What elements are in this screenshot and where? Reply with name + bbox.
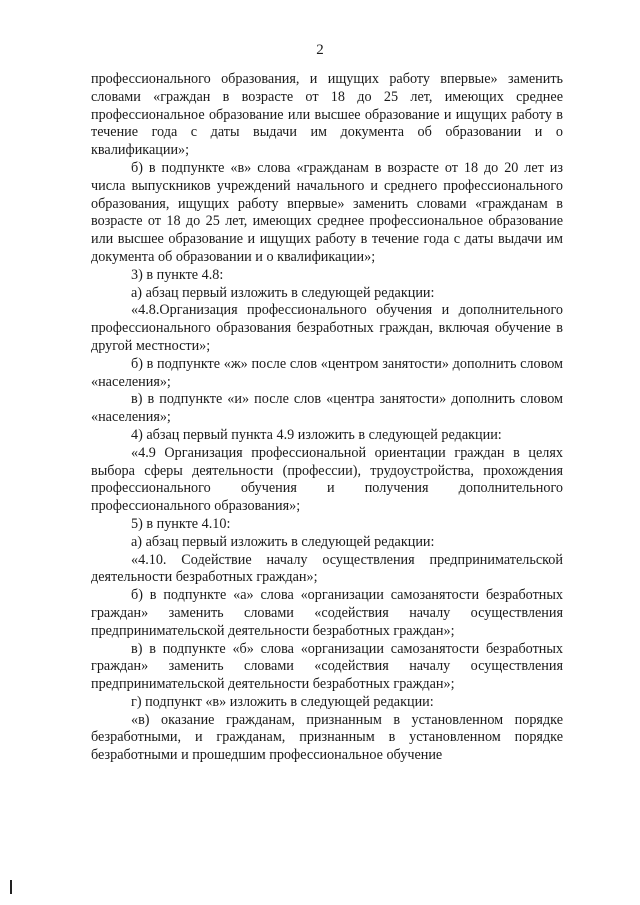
document-body — [91, 71, 563, 765]
paragraph-quote-4-8: «4.8.Организация профессионального обучения и дополнительного профессионального образования безработных граждан, включая обучение в другой местности»; — [91, 302, 563, 354]
paragraph-item-3: 3) в пункте 4.8: — [131, 266, 224, 283]
paragraph-item-3-a: а) абзац первый изложить в следующей редакции: — [131, 284, 435, 301]
paragraph-item-4: 4) абзац первый пункта 4.9 изложить в следующей редакции: — [131, 426, 502, 443]
paragraph-item-3-b: б) в подпункте «ж» после слов «центром занятости» дополнить словом «населения»; — [91, 355, 563, 390]
paragraph-item-5-a: а) абзац первый изложить в следующей редакции: — [131, 533, 435, 550]
paragraph-item-3-v: в) в подпункте «и» после слов «центра занятости» дополнить словом «населения»; — [91, 391, 563, 426]
page-number: 2 — [316, 42, 324, 58]
paragraph-continuation-1: профессионального образования, и ищущих работу впервые» заменить словами «граждан в возрасте от 18 до 25 лет, имеющих среднее профессиональное образование или высшее образование и ищущих работу в течение года с даты выдачи им документа об образовании и о квалификации»; — [91, 71, 563, 159]
paragraph-quote-v: «в) оказание гражданам, признанным в установленном порядке безработными, и гражданам, признанным в установленном порядке безработными и прошедшим профессиональное обучение — [91, 711, 563, 764]
scan-edge-mark — [10, 880, 12, 894]
paragraph-item-5-b: б) в подпункте «а» слова «организации самозанятости безработных граждан» заменить словами «содействия началу осуществления предпринимательской деятельности безработных граждан»; — [91, 587, 563, 639]
paragraph-quote-4-10: «4.10. Содействие началу осуществления предпринимательской деятельности безработных граждан»; — [91, 551, 563, 586]
paragraph-quote-4-9: «4.9 Организация профессиональной ориентации граждан в целях выбора сферы деятельности (профессии), трудоустройства, прохождения профессионального обучения и получения дополнительного профессионального образования»; — [91, 444, 563, 515]
paragraph-subpoint-b-v: б) в подпункте «в» слова «гражданам в возрасте от 18 до 20 лет из числа выпускников учреждений начального и среднего профессионального образования, ищущих работу впервые» заменить словами «гражданам в возрасте от 18 до 25 лет, имеющих среднее профессиональное образование или высшее образование и ищущих работу в течение года с даты выдачи им документа об образовании и о квалификации»; — [91, 159, 563, 265]
paragraph-item-5: 5) в пункте 4.10: — [131, 515, 231, 532]
paragraph-item-5-g: г) подпункт «в» изложить в следующей редакции: — [131, 693, 434, 710]
paragraph-item-5-v: в) в подпункте «б» слова «организации самозанятости безработных граждан» заменить словами «содействия началу осуществления предпринимательской деятельности безработных граждан»; — [91, 640, 563, 693]
